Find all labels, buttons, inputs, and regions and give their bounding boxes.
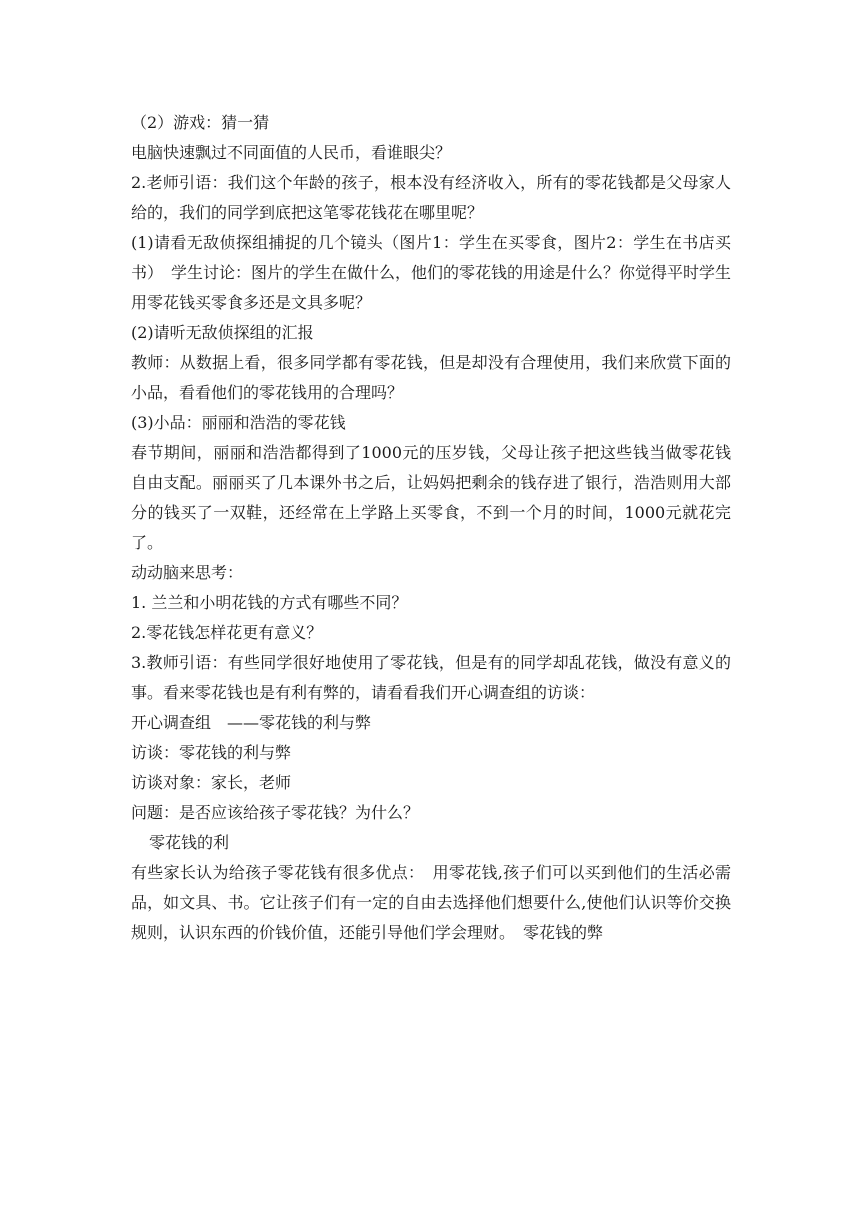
paragraph: 2.老师引语：我们这个年龄的孩子，根本没有经济收入，所有的零花钱都是父母家人给的，我们的同学到底把这笔零花钱花在哪里呢？: [131, 173, 731, 222]
paragraph: 有些家长认为给孩子零花钱有很多优点： 用零花钱,孩子们可以买到他们的生活必需品，如文具、书。它让孩子们有一定的自由去选择他们想要什么,使他们认识等价交换规则，认识东西的价钱价值，还能引导他们学会理财。 零花钱的弊: [131, 863, 731, 942]
paragraph: 访谈：零花钱的利与弊: [131, 743, 292, 762]
subheading-skit: (3)小品：丽丽和浩浩的零花钱: [131, 413, 346, 432]
subheading-report: (2)请听无敌侦探组的汇报: [131, 323, 314, 342]
list-item: 2.零花钱怎样花更有意义？: [131, 623, 323, 642]
paragraph: 电脑快速飘过不同面值的人民币，看谁眼尖？: [131, 143, 452, 162]
paragraph: (1)请看无敌侦探组捕捉的几个镜头（图片1：学生在买零食，图片2：学生在书店买书） 学生讨论：图片的学生在做什么，他们的零花钱的用途是什么？你觉得平时学生用零花钱买零食多还是文具多呢？: [131, 233, 732, 312]
paragraph: 访谈对象：家长，老师: [131, 773, 292, 792]
list-item: 3.教师引语：有些同学很好地使用了零花钱，但是有的同学却乱花钱，做没有意义的事。看来零花钱也是有利有弊的，请看看我们开心调查组的访谈：: [131, 653, 731, 702]
paragraph: 问题：是否应该给孩子零花钱？为什么？: [131, 803, 420, 822]
paragraph: 开心调查组 ——零花钱的利与弊: [131, 713, 372, 732]
list-item: 1. 兰兰和小明花钱的方式有哪些不同？: [131, 593, 408, 612]
paragraph: 动动脑来思考：: [131, 563, 244, 582]
subheading-advantages: 零花钱的利: [149, 833, 230, 852]
subheading-game: （2）游戏：猜一猜: [131, 113, 270, 132]
paragraph: 春节期间，丽丽和浩浩都得到了1000元的压岁钱，父母让孩子把这些钱当做零花钱自由支配。丽丽买了几本课外书之后，让妈妈把剩余的钱存进了银行，浩浩则用大部分的钱买了一双鞋，还经常在上学路上买零食，不到一个月的时间，1000元就花完了。: [131, 443, 731, 552]
paragraph: 教师：从数据上看，很多同学都有零花钱，但是却没有合理使用，我们来欣赏下面的小品，看看他们的零花钱用的合理吗？: [131, 353, 731, 402]
document-body: [131, 108, 731, 948]
